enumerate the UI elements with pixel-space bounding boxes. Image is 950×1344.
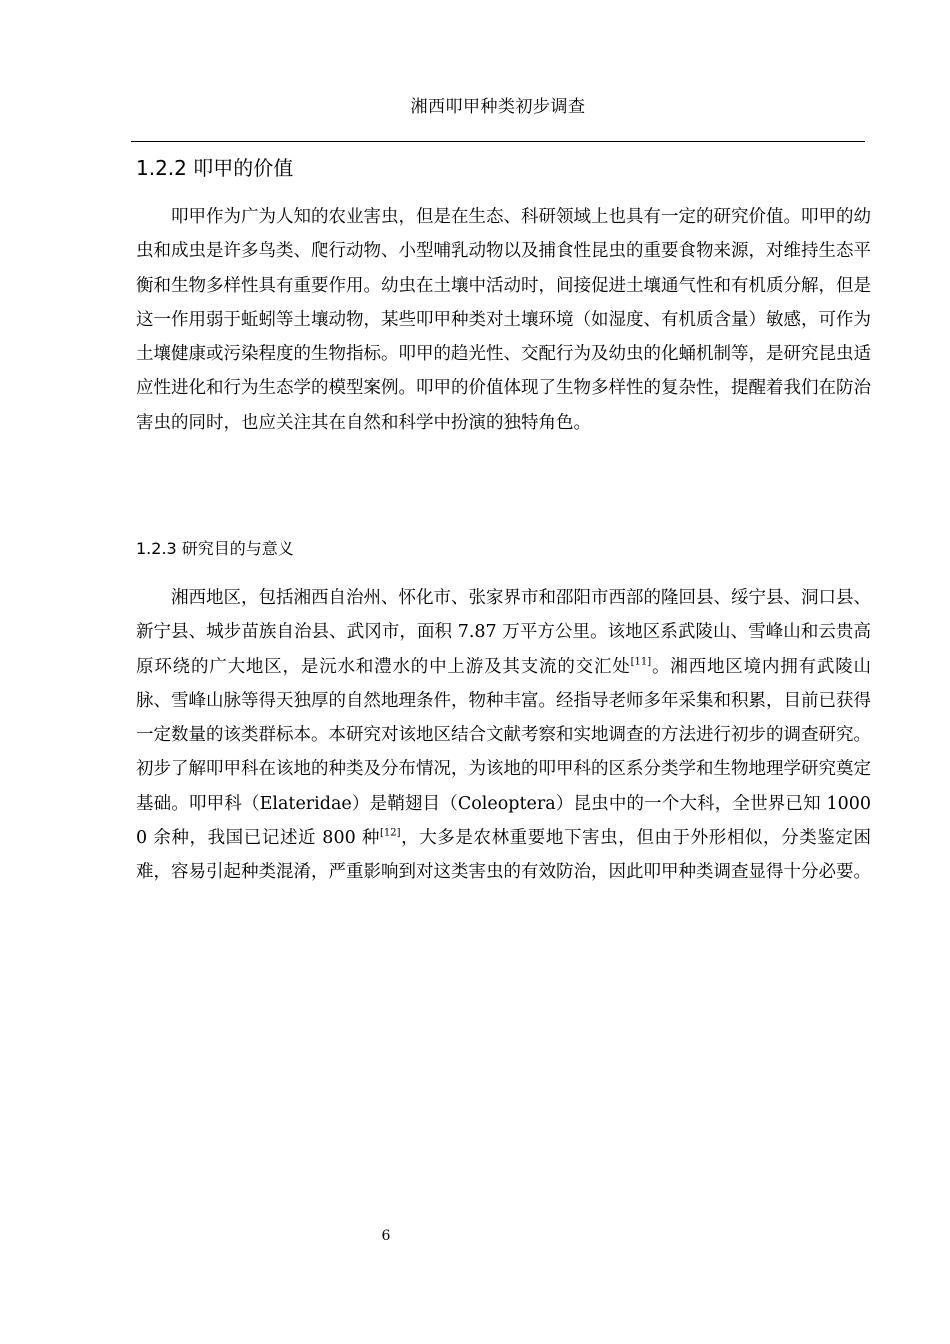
section-heading-purpose: 1.2.3 研究目的与意义 [136,539,294,558]
header-divider [131,141,865,142]
section-heading-value: 1.2.2 叩甲的价值 [136,156,294,180]
purpose-text-part-3: ，大多是农林重要地下害虫，但由于外形相似，分类鉴定困难，容易引起种类混淆，严重影响到对这类害虫的有效防治，因此叩甲种类调查显得十分必要。 [136,828,871,883]
purpose-text-part-1: 湘西地区，包括湘西自治州、怀化市、张家界市和邵阳市西部的隆回县、绥宁县、洞口县、新宁县、城步苗族自治县、武冈市，面积 7.87 万平方公里。该地区系武陵山、雪峰山和云贵高原环绕的广大地区，是沅水和澧水的中上游及其支流的交汇处 [136,588,871,677]
running-header: 湘西叩甲种类初步调查 [410,97,586,117]
value-paragraph: 叩甲作为广为人知的农业害虫，但是在生态、科研领域上也具有一定的研究价值。叩甲的幼虫和成虫是许多鸟类、爬行动物、小型哺乳动物以及捕食性昆虫的重要食物来源，对维持生态平衡和生物多样性具有重要作用。幼虫在土壤中活动时，间接促进土壤通气性和有机质分解，但是这一作用弱于蚯蚓等土壤动物，某些叩甲种类对土壤环境（如湿度、有机质含量）敏感，可作为土壤健康或污染程度的生物指标。叩甲的趋光性、交配行为及幼虫的化蛹机制等，是研究昆虫适应性进化和行为生态学的模型案例。叩甲的价值体现了生物多样性的复杂性，提醒着我们在防治害虫的同时，也应关注其在自然和科学中扮演的独特角色。 [136,207,871,433]
citation-11: [11] [630,656,652,668]
purpose-text-part-2: 。湘西地区境内拥有武陵山脉、雪峰山脉等得天独厚的自然地理条件，物种丰富。经指导老师多年采集和积累，目前已获得一定数量的该类群标本。本研究对该地区结合文献考察和实地调查的方法进行初步的调查研究。初步了解叩甲科在该地的种类及分布情况，为该地的叩甲科的区系分类学和生物地理学研究奠定基础。叩甲科（Elateridae）是鞘翅目（Coleoptera）昆虫中的一个大科，全世界已知 10000 余种，我国已记述近 800 种 [136,656,872,849]
page-number: 6 [381,1228,391,1244]
citation-12: [12] [379,827,401,839]
purpose-paragraph [136,581,871,890]
